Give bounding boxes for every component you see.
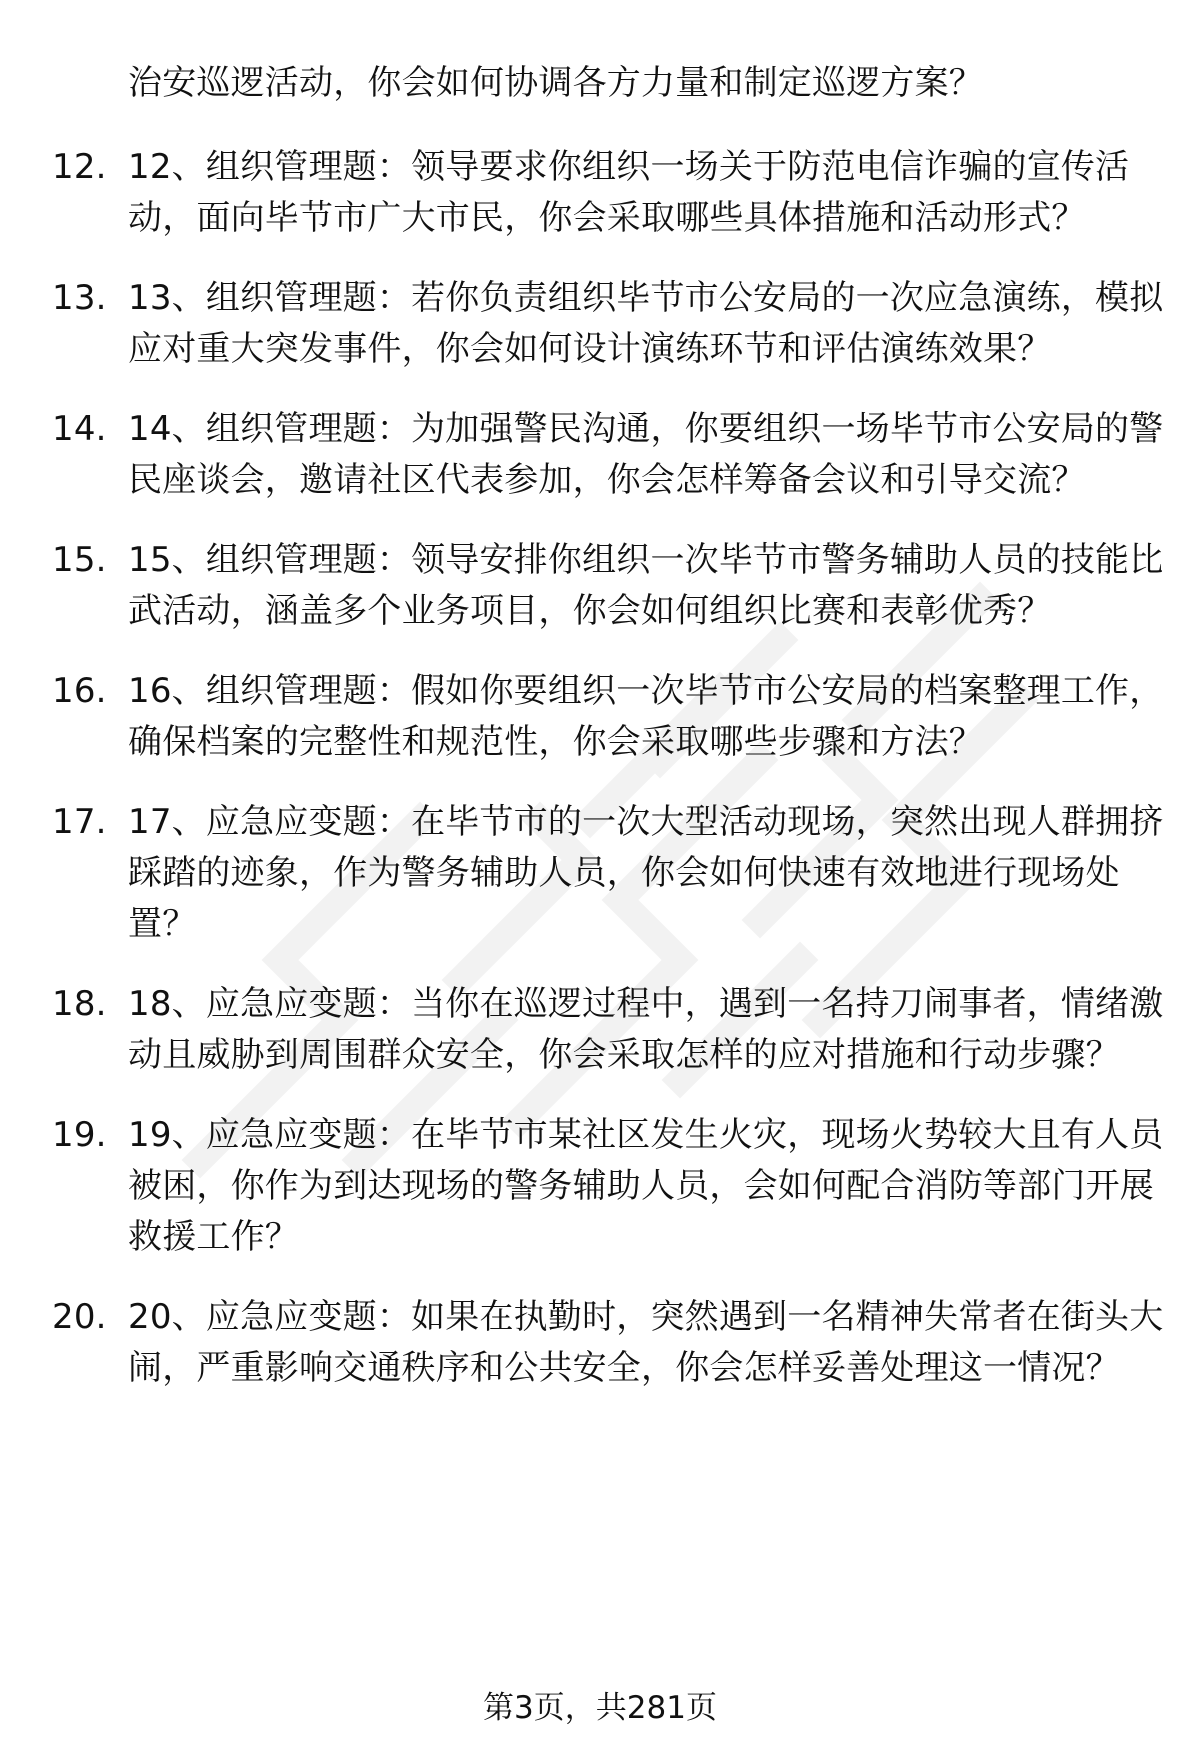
question-list <box>0 142 1200 1423</box>
question-text: 20、应急应变题：如果在执勤时，突然遇到一名精神失常者在街头大闹，严重影响交通秩序和公共安全，你会怎样妥善处理这一情况？ <box>128 1297 1164 1388</box>
question-item <box>0 273 1200 375</box>
continued-question-text: 治安巡逻活动，你会如何协调各方力量和制定巡逻方案？ <box>128 63 983 103</box>
question-item <box>0 404 1200 506</box>
question-number: 14. <box>52 409 107 449</box>
question-text: 14、组织管理题：为加强警民沟通，你要组织一场毕节市公安局的警民座谈会，邀请社区代表参加，你会怎样筹备会议和引导交流？ <box>128 409 1164 500</box>
question-item <box>0 1292 1200 1394</box>
question-text: 17、应急应变题：在毕节市的一次大型活动现场，突然出现人群拥挤踩踏的迹象，作为警务辅助人员，你会如何快速有效地进行现场处置？ <box>128 802 1164 944</box>
question-number: 13. <box>52 278 107 318</box>
question-number: 19. <box>52 1115 107 1155</box>
question-text: 16、组织管理题：假如你要组织一次毕节市公安局的档案整理工作，确保档案的完整性和规范性，你会采取哪些步骤和方法？ <box>128 671 1164 762</box>
question-number: 12. <box>52 147 107 187</box>
question-text: 15、组织管理题：领导安排你组织一次毕节市警务辅助人员的技能比武活动，涵盖多个业务项目，你会如何组织比赛和表彰优秀？ <box>128 540 1164 631</box>
question-number: 16. <box>52 671 107 711</box>
question-text: 12、组织管理题：领导要求你组织一场关于防范电信诈骗的宣传活动，面向毕节市广大市民，你会采取哪些具体措施和活动形式？ <box>128 147 1130 238</box>
question-item <box>0 142 1200 244</box>
question-text: 13、组织管理题：若你负责组织毕节市公安局的一次应急演练，模拟应对重大突发事件，你会如何设计演练环节和评估演练效果？ <box>128 278 1164 369</box>
question-number: 18. <box>52 984 107 1024</box>
question-number: 15. <box>52 540 107 580</box>
page-footer: 第3页，共281页 <box>483 1690 717 1726</box>
question-number: 17. <box>52 802 107 842</box>
question-item <box>0 979 1200 1081</box>
question-number: 20. <box>52 1297 107 1337</box>
question-text: 19、应急应变题：在毕节市某社区发生火灾，现场火势较大且有人员被困，你作为到达现场的警务辅助人员，会如何配合消防等部门开展救援工作？ <box>128 1115 1164 1257</box>
question-item <box>0 797 1200 950</box>
question-item <box>0 1110 1200 1263</box>
question-text: 18、应急应变题：当你在巡逻过程中，遇到一名持刀闹事者，情绪激动且威胁到周围群众安全，你会采取怎样的应对措施和行动步骤？ <box>128 984 1164 1075</box>
question-item <box>0 666 1200 768</box>
question-item <box>0 535 1200 637</box>
